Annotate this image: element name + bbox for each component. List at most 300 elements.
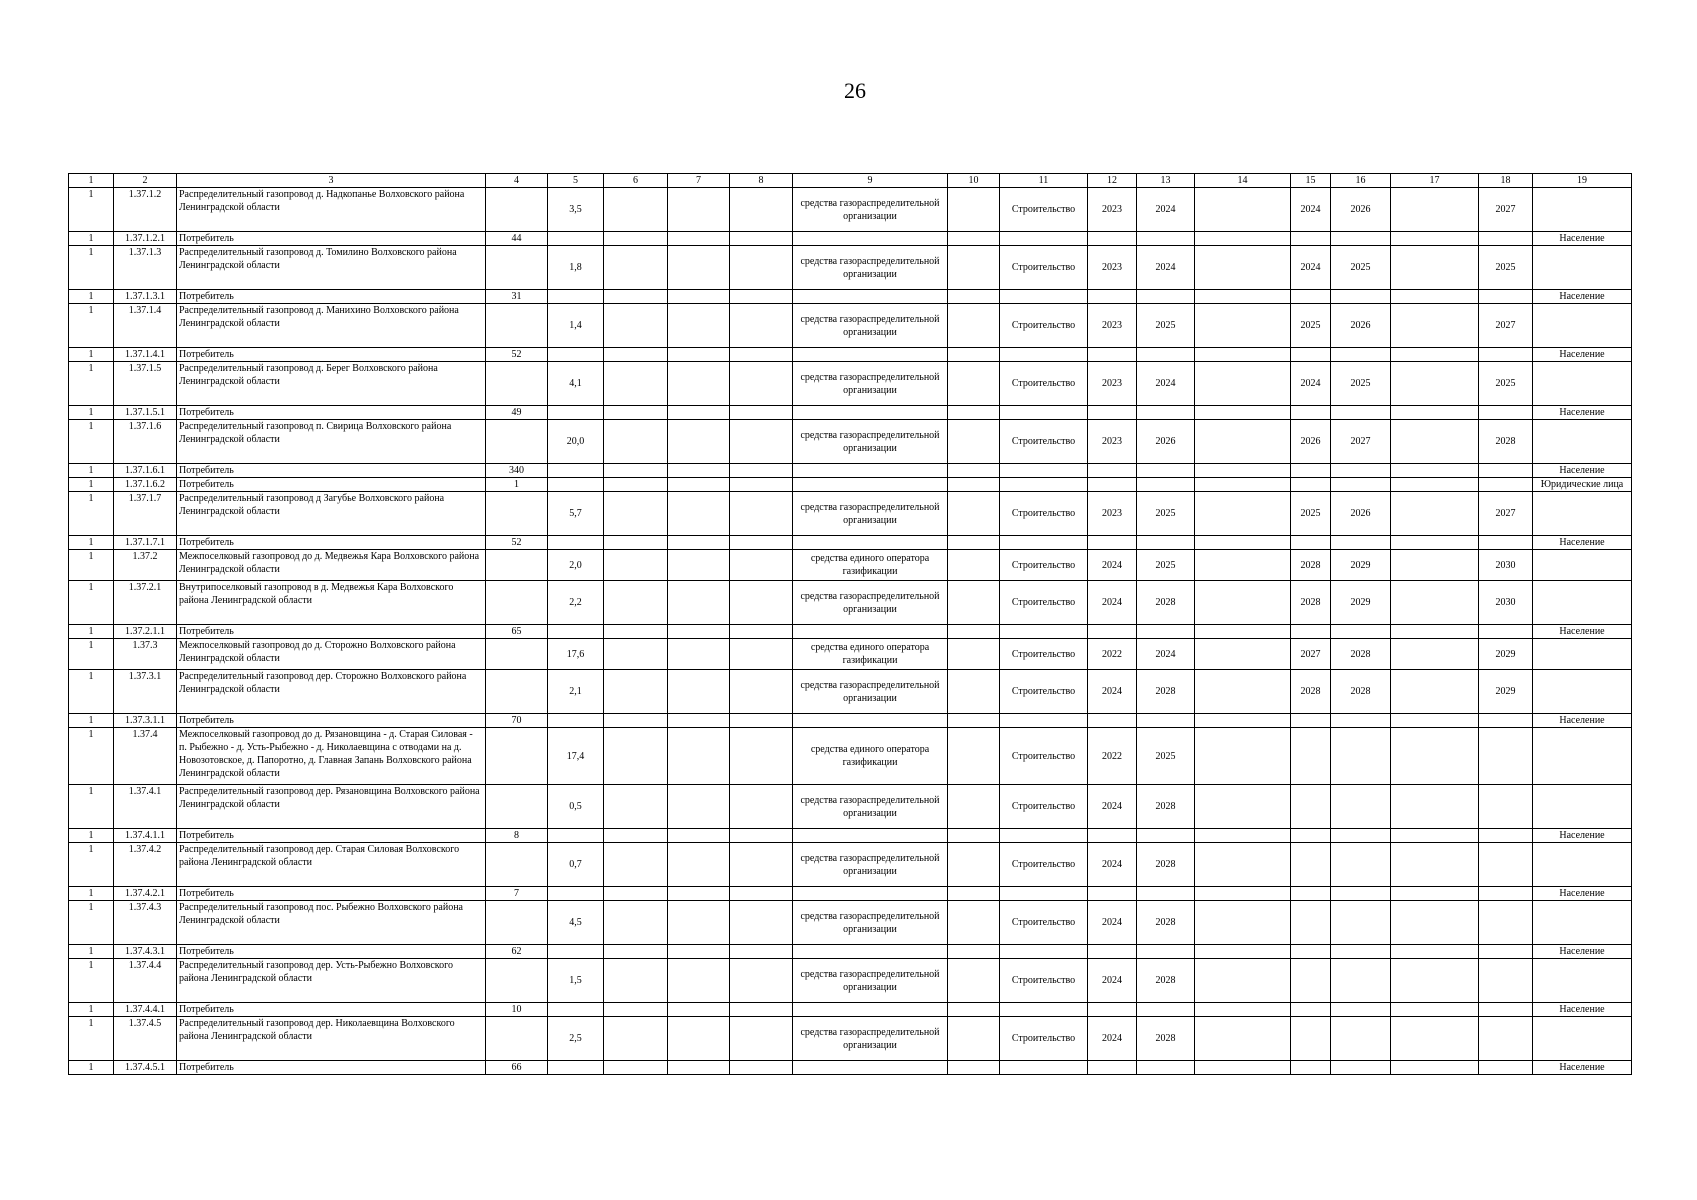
table-cell-c18 xyxy=(1479,945,1533,959)
table-cell-c9 xyxy=(793,945,948,959)
table-cell-c10 xyxy=(948,829,1000,843)
table-cell-c7 xyxy=(668,959,730,1003)
table-cell-c1: 1 xyxy=(69,304,114,348)
column-number-cell: 1 xyxy=(69,174,114,188)
table-cell-c19 xyxy=(1533,304,1632,348)
table-cell-c1: 1 xyxy=(69,625,114,639)
table-cell-c10 xyxy=(948,478,1000,492)
table-cell-c5: 3,5 xyxy=(548,188,604,232)
table-cell-c16: 2025 xyxy=(1331,362,1391,406)
table-row xyxy=(69,290,1632,304)
table-cell-c18 xyxy=(1479,232,1533,246)
table-cell-c2: 1.37.4.2 xyxy=(114,843,177,887)
table-cell-c2: 1.37.4.4.1 xyxy=(114,1003,177,1017)
table-cell-c3: Распределительный газопровод дер. Усть-Рыбежно Волховского района Ленинградской области xyxy=(177,959,486,1003)
table-cell-c13: 2025 xyxy=(1137,550,1195,581)
table-cell-c15 xyxy=(1291,464,1331,478)
table-cell-c9: средства газораспределительной организации xyxy=(793,843,948,887)
table-cell-c10 xyxy=(948,246,1000,290)
page-number: 26 xyxy=(844,78,866,103)
table-cell-c2: 1.37.1.7 xyxy=(114,492,177,536)
table-cell-c10 xyxy=(948,728,1000,785)
data-table xyxy=(68,173,1632,1075)
table-row xyxy=(69,536,1632,550)
table-cell-c3: Потребитель xyxy=(177,464,486,478)
table-cell-c7 xyxy=(668,536,730,550)
table-cell-c16 xyxy=(1331,625,1391,639)
table-cell-c11: Строительство xyxy=(1000,246,1088,290)
table-cell-c15: 2026 xyxy=(1291,420,1331,464)
table-cell-c3: Потребитель xyxy=(177,887,486,901)
table-cell-c8 xyxy=(730,492,793,536)
column-number-cell: 6 xyxy=(604,174,668,188)
table-cell-c3: Распределительный газопровод дер. Рязановщина Волховского района Ленинградской области xyxy=(177,785,486,829)
table-cell-c15: 2027 xyxy=(1291,639,1331,670)
table-cell-c7 xyxy=(668,1003,730,1017)
table-cell-c12: 2023 xyxy=(1088,362,1137,406)
table-cell-c11: Строительство xyxy=(1000,1017,1088,1061)
table-cell-c16 xyxy=(1331,478,1391,492)
table-cell-c5 xyxy=(548,887,604,901)
table-cell-c19 xyxy=(1533,728,1632,785)
table-cell-c11: Строительство xyxy=(1000,959,1088,1003)
table-cell-c3: Потребитель xyxy=(177,290,486,304)
table-cell-c16: 2027 xyxy=(1331,420,1391,464)
table-cell-c8 xyxy=(730,714,793,728)
table-cell-c2: 1.37.4.5 xyxy=(114,1017,177,1061)
table-cell-c11: Строительство xyxy=(1000,901,1088,945)
table-cell-c2: 1.37.1.4.1 xyxy=(114,348,177,362)
table-row xyxy=(69,406,1632,420)
table-cell-c13: 2028 xyxy=(1137,785,1195,829)
table-cell-c19: Юридические лица xyxy=(1533,478,1632,492)
table-cell-c18 xyxy=(1479,406,1533,420)
table-cell-c19: Население xyxy=(1533,348,1632,362)
table-cell-c11 xyxy=(1000,625,1088,639)
table-cell-c6 xyxy=(604,901,668,945)
column-number-cell: 2 xyxy=(114,174,177,188)
table-cell-c19 xyxy=(1533,639,1632,670)
table-cell-c3: Потребитель xyxy=(177,1003,486,1017)
table-cell-c2: 1.37.1.3 xyxy=(114,246,177,290)
table-cell-c18: 2030 xyxy=(1479,550,1533,581)
table-cell-c4 xyxy=(486,639,548,670)
table-cell-c16: 2029 xyxy=(1331,581,1391,625)
table-cell-c6 xyxy=(604,550,668,581)
table-cell-c19: Население xyxy=(1533,945,1632,959)
table-cell-c9: средства единого оператора газификации xyxy=(793,728,948,785)
table-cell-c4: 65 xyxy=(486,625,548,639)
table-cell-c11: Строительство xyxy=(1000,550,1088,581)
table-cell-c13 xyxy=(1137,887,1195,901)
table-cell-c14 xyxy=(1195,829,1291,843)
table-cell-c1: 1 xyxy=(69,829,114,843)
table-cell-c13 xyxy=(1137,625,1195,639)
table-row xyxy=(69,670,1632,714)
table-cell-c17 xyxy=(1391,901,1479,945)
table-cell-c8 xyxy=(730,581,793,625)
table-cell-c15 xyxy=(1291,406,1331,420)
table-cell-c14 xyxy=(1195,625,1291,639)
table-cell-c4: 66 xyxy=(486,1061,548,1075)
table-cell-c10 xyxy=(948,625,1000,639)
table-cell-c8 xyxy=(730,959,793,1003)
table-row xyxy=(69,887,1632,901)
table-cell-c5 xyxy=(548,348,604,362)
table-cell-c15 xyxy=(1291,714,1331,728)
table-cell-c18: 2025 xyxy=(1479,246,1533,290)
table-cell-c11 xyxy=(1000,887,1088,901)
table-cell-c18 xyxy=(1479,728,1533,785)
table-cell-c8 xyxy=(730,670,793,714)
table-cell-c1: 1 xyxy=(69,536,114,550)
table-cell-c3: Внутрипоселковый газопровод в д. Медвежья Кара Волховского района Ленинградской области xyxy=(177,581,486,625)
table-cell-c7 xyxy=(668,639,730,670)
table-cell-c13 xyxy=(1137,406,1195,420)
table-row xyxy=(69,625,1632,639)
table-cell-c15: 2025 xyxy=(1291,492,1331,536)
table-cell-c8 xyxy=(730,1003,793,1017)
table-cell-c11 xyxy=(1000,1061,1088,1075)
table-cell-c1: 1 xyxy=(69,1003,114,1017)
table-cell-c6 xyxy=(604,406,668,420)
table-cell-c9 xyxy=(793,887,948,901)
table-cell-c1: 1 xyxy=(69,887,114,901)
table-cell-c2: 1.37.1.4 xyxy=(114,304,177,348)
table-cell-c3: Потребитель xyxy=(177,232,486,246)
table-cell-c13: 2024 xyxy=(1137,639,1195,670)
table-cell-c4: 49 xyxy=(486,406,548,420)
table-cell-c17 xyxy=(1391,406,1479,420)
table-cell-c10 xyxy=(948,550,1000,581)
table-cell-c19: Население xyxy=(1533,1003,1632,1017)
table-cell-c9: средства газораспределительной организации xyxy=(793,670,948,714)
table-cell-c5 xyxy=(548,478,604,492)
table-cell-c14 xyxy=(1195,843,1291,887)
table-cell-c16: 2028 xyxy=(1331,639,1391,670)
table-cell-c3: Распределительный газопровод дер. Сторожно Волховского района Ленинградской области xyxy=(177,670,486,714)
table-cell-c12 xyxy=(1088,625,1137,639)
table-cell-c16 xyxy=(1331,829,1391,843)
table-cell-c12: 2023 xyxy=(1088,420,1137,464)
table-row xyxy=(69,348,1632,362)
table-cell-c15 xyxy=(1291,290,1331,304)
table-cell-c7 xyxy=(668,420,730,464)
table-cell-c13: 2028 xyxy=(1137,670,1195,714)
table-cell-c1: 1 xyxy=(69,492,114,536)
table-cell-c18 xyxy=(1479,1003,1533,1017)
table-cell-c3: Потребитель xyxy=(177,829,486,843)
table-cell-c12: 2024 xyxy=(1088,959,1137,1003)
table-cell-c14 xyxy=(1195,945,1291,959)
table-cell-c10 xyxy=(948,406,1000,420)
table-cell-c15 xyxy=(1291,843,1331,887)
table-cell-c6 xyxy=(604,887,668,901)
table-cell-c5: 1,4 xyxy=(548,304,604,348)
table-cell-c7 xyxy=(668,550,730,581)
table-cell-c1: 1 xyxy=(69,348,114,362)
table-cell-c3: Распределительный газопровод дер. Николаевщина Волховского района Ленинградской области xyxy=(177,1017,486,1061)
table-cell-c13 xyxy=(1137,945,1195,959)
table-cell-c1: 1 xyxy=(69,785,114,829)
table-cell-c13: 2025 xyxy=(1137,492,1195,536)
table-cell-c6 xyxy=(604,304,668,348)
table-row xyxy=(69,581,1632,625)
table-cell-c14 xyxy=(1195,246,1291,290)
table-cell-c18: 2029 xyxy=(1479,639,1533,670)
table-cell-c14 xyxy=(1195,1003,1291,1017)
table-cell-c19 xyxy=(1533,843,1632,887)
table-cell-c16 xyxy=(1331,887,1391,901)
table-cell-c4 xyxy=(486,550,548,581)
table-cell-c5 xyxy=(548,625,604,639)
table-cell-c8 xyxy=(730,362,793,406)
table-cell-c12 xyxy=(1088,887,1137,901)
table-cell-c8 xyxy=(730,188,793,232)
table-cell-c8 xyxy=(730,785,793,829)
table-cell-c11 xyxy=(1000,536,1088,550)
table-cell-c11 xyxy=(1000,829,1088,843)
table-cell-c13: 2028 xyxy=(1137,581,1195,625)
table-cell-c1: 1 xyxy=(69,639,114,670)
table-cell-c12: 2023 xyxy=(1088,492,1137,536)
table-cell-c5 xyxy=(548,714,604,728)
table-cell-c5 xyxy=(548,1061,604,1075)
table-cell-c5: 1,8 xyxy=(548,246,604,290)
table-cell-c7 xyxy=(668,304,730,348)
table-cell-c14 xyxy=(1195,670,1291,714)
table-cell-c16 xyxy=(1331,843,1391,887)
table-cell-c19: Население xyxy=(1533,829,1632,843)
table-cell-c3: Распределительный газопровод д Загубье Волховского района Ленинградской области xyxy=(177,492,486,536)
table-cell-c7 xyxy=(668,843,730,887)
table-cell-c17 xyxy=(1391,188,1479,232)
table-cell-c10 xyxy=(948,362,1000,406)
table-cell-c1: 1 xyxy=(69,901,114,945)
table-cell-c8 xyxy=(730,550,793,581)
table-cell-c7 xyxy=(668,785,730,829)
table-cell-c10 xyxy=(948,901,1000,945)
table-cell-c8 xyxy=(730,945,793,959)
table-cell-c6 xyxy=(604,1061,668,1075)
column-number-row xyxy=(69,174,1632,188)
table-cell-c14 xyxy=(1195,536,1291,550)
table-cell-c7 xyxy=(668,290,730,304)
table-cell-c6 xyxy=(604,478,668,492)
table-cell-c16 xyxy=(1331,1061,1391,1075)
table-cell-c13: 2024 xyxy=(1137,188,1195,232)
table-cell-c10 xyxy=(948,348,1000,362)
table-cell-c14 xyxy=(1195,959,1291,1003)
table-cell-c18 xyxy=(1479,959,1533,1003)
table-cell-c9: средства единого оператора газификации xyxy=(793,639,948,670)
table-cell-c4 xyxy=(486,1017,548,1061)
table-cell-c11 xyxy=(1000,232,1088,246)
table-cell-c4: 1 xyxy=(486,478,548,492)
table-cell-c14 xyxy=(1195,714,1291,728)
table-cell-c8 xyxy=(730,901,793,945)
table-cell-c1: 1 xyxy=(69,959,114,1003)
table-cell-c15 xyxy=(1291,945,1331,959)
table-cell-c14 xyxy=(1195,464,1291,478)
table-cell-c9: средства газораспределительной организации xyxy=(793,246,948,290)
table-cell-c4: 31 xyxy=(486,290,548,304)
table-cell-c17 xyxy=(1391,464,1479,478)
table-cell-c3: Распределительный газопровод д. Надкопанье Волховского района Ленинградской области xyxy=(177,188,486,232)
table-cell-c13: 2025 xyxy=(1137,304,1195,348)
table-cell-c8 xyxy=(730,887,793,901)
table-cell-c13: 2026 xyxy=(1137,420,1195,464)
table-cell-c9 xyxy=(793,536,948,550)
table-row xyxy=(69,901,1632,945)
table-cell-c17 xyxy=(1391,304,1479,348)
table-cell-c17 xyxy=(1391,945,1479,959)
table-cell-c6 xyxy=(604,625,668,639)
table-cell-c4 xyxy=(486,785,548,829)
table-cell-c18: 2027 xyxy=(1479,188,1533,232)
table-cell-c10 xyxy=(948,1061,1000,1075)
table-cell-c17 xyxy=(1391,959,1479,1003)
table-cell-c19 xyxy=(1533,246,1632,290)
table-cell-c14 xyxy=(1195,188,1291,232)
table-row xyxy=(69,843,1632,887)
table-cell-c4 xyxy=(486,304,548,348)
table-cell-c13 xyxy=(1137,478,1195,492)
column-number-cell: 16 xyxy=(1331,174,1391,188)
table-cell-c10 xyxy=(948,714,1000,728)
table-cell-c9: средства единого оператора газификации xyxy=(793,550,948,581)
table-cell-c15 xyxy=(1291,1017,1331,1061)
table-cell-c11: Строительство xyxy=(1000,492,1088,536)
table-cell-c6 xyxy=(604,536,668,550)
table-cell-c2: 1.37.4 xyxy=(114,728,177,785)
table-cell-c8 xyxy=(730,536,793,550)
table-cell-c11 xyxy=(1000,406,1088,420)
table-row xyxy=(69,639,1632,670)
table-cell-c9: средства газораспределительной организации xyxy=(793,304,948,348)
table-cell-c3: Потребитель xyxy=(177,625,486,639)
table-cell-c15 xyxy=(1291,1061,1331,1075)
table-cell-c2: 1.37.4.5.1 xyxy=(114,1061,177,1075)
table-cell-c13 xyxy=(1137,232,1195,246)
table-cell-c11 xyxy=(1000,464,1088,478)
table-cell-c16 xyxy=(1331,728,1391,785)
table-cell-c3: Межпоселковый газопровод до д. Медвежья Кара Волховского района Ленинградской области xyxy=(177,550,486,581)
table-cell-c14 xyxy=(1195,362,1291,406)
table-cell-c8 xyxy=(730,304,793,348)
table-cell-c12 xyxy=(1088,1003,1137,1017)
table-cell-c2: 1.37.1.6.1 xyxy=(114,464,177,478)
table-cell-c8 xyxy=(730,420,793,464)
table-cell-c4 xyxy=(486,901,548,945)
table-cell-c14 xyxy=(1195,785,1291,829)
table-cell-c15 xyxy=(1291,959,1331,1003)
table-cell-c5 xyxy=(548,290,604,304)
table-cell-c8 xyxy=(730,406,793,420)
table-cell-c4: 52 xyxy=(486,348,548,362)
table-cell-c5 xyxy=(548,1003,604,1017)
table-cell-c5: 2,2 xyxy=(548,581,604,625)
table-cell-c2: 1.37.3 xyxy=(114,639,177,670)
table-cell-c6 xyxy=(604,232,668,246)
table-cell-c10 xyxy=(948,536,1000,550)
table-row xyxy=(69,246,1632,290)
column-number-cell: 12 xyxy=(1088,174,1137,188)
table-cell-c8 xyxy=(730,1061,793,1075)
table-cell-c12 xyxy=(1088,464,1137,478)
table-cell-c10 xyxy=(948,464,1000,478)
table-cell-c1: 1 xyxy=(69,246,114,290)
table-row xyxy=(69,304,1632,348)
table-cell-c8 xyxy=(730,232,793,246)
table-cell-c3: Межпоселковый газопровод до д. Рязановщина - д. Старая Силовая - п. Рыбежно - д. Усть-Рыбежно - д. Николаевщина с отводами на д. Новозотовское, д. Папоротно, д. Главная Запань Волховского района Ленинградской области xyxy=(177,728,486,785)
table-cell-c17 xyxy=(1391,728,1479,785)
table-row xyxy=(69,785,1632,829)
table-cell-c17 xyxy=(1391,246,1479,290)
table-cell-c4 xyxy=(486,188,548,232)
table-cell-c7 xyxy=(668,625,730,639)
table-cell-c17 xyxy=(1391,492,1479,536)
table-cell-c6 xyxy=(604,348,668,362)
table-cell-c2: 1.37.3.1 xyxy=(114,670,177,714)
table-cell-c19: Население xyxy=(1533,290,1632,304)
table-cell-c6 xyxy=(604,639,668,670)
table-cell-c9 xyxy=(793,464,948,478)
table-cell-c14 xyxy=(1195,232,1291,246)
table-cell-c15 xyxy=(1291,348,1331,362)
table-cell-c19 xyxy=(1533,362,1632,406)
table-cell-c5 xyxy=(548,232,604,246)
table-cell-c18 xyxy=(1479,901,1533,945)
column-number-cell: 15 xyxy=(1291,174,1331,188)
table-cell-c11: Строительство xyxy=(1000,728,1088,785)
table-cell-c10 xyxy=(948,945,1000,959)
table-cell-c6 xyxy=(604,290,668,304)
table-cell-c6 xyxy=(604,362,668,406)
table-cell-c13 xyxy=(1137,290,1195,304)
table-row xyxy=(69,478,1632,492)
table-cell-c7 xyxy=(668,362,730,406)
table-cell-c8 xyxy=(730,639,793,670)
table-cell-c9 xyxy=(793,714,948,728)
table-cell-c14 xyxy=(1195,639,1291,670)
table-cell-c7 xyxy=(668,714,730,728)
table-cell-c15 xyxy=(1291,829,1331,843)
table-cell-c15 xyxy=(1291,901,1331,945)
table-cell-c17 xyxy=(1391,420,1479,464)
table-cell-c3: Потребитель xyxy=(177,945,486,959)
table-cell-c4: 340 xyxy=(486,464,548,478)
table-cell-c9 xyxy=(793,348,948,362)
table-cell-c19: Население xyxy=(1533,536,1632,550)
table-cell-c4: 44 xyxy=(486,232,548,246)
table-cell-c6 xyxy=(604,246,668,290)
table-cell-c19 xyxy=(1533,550,1632,581)
table-cell-c12: 2024 xyxy=(1088,843,1137,887)
table-cell-c11 xyxy=(1000,348,1088,362)
table-cell-c4: 52 xyxy=(486,536,548,550)
table-cell-c17 xyxy=(1391,639,1479,670)
table-cell-c18 xyxy=(1479,478,1533,492)
table-cell-c4 xyxy=(486,362,548,406)
table-cell-c18 xyxy=(1479,829,1533,843)
table-cell-c1: 1 xyxy=(69,188,114,232)
table-cell-c14 xyxy=(1195,1017,1291,1061)
column-number-cell: 17 xyxy=(1391,174,1479,188)
table-cell-c15 xyxy=(1291,785,1331,829)
table-cell-c5 xyxy=(548,536,604,550)
table-cell-c10 xyxy=(948,1003,1000,1017)
